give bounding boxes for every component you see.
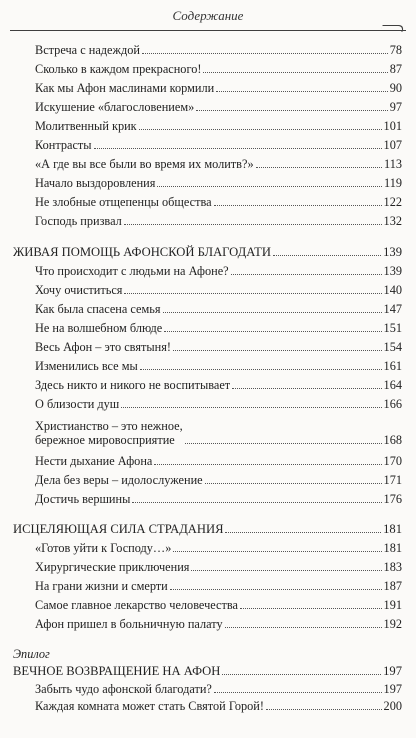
toc-entry-title: Дела без веры – идолослужение: [35, 473, 203, 487]
toc-entry-page: 97: [389, 100, 402, 114]
toc-entry: [35, 397, 402, 411]
toc-entry: [35, 157, 402, 171]
toc-entry-page: 119: [384, 176, 402, 190]
toc-section-title: ИСЦЕЛЯЮЩАЯ СИЛА СТРАДАНИЯ: [13, 522, 224, 536]
dot-leader: [142, 53, 388, 54]
toc-entry: [35, 195, 402, 209]
dot-leader: [240, 608, 382, 609]
toc-entry: [35, 541, 402, 555]
running-head: Содержание: [172, 8, 244, 23]
toc-entry: [35, 176, 402, 190]
toc-entry-title: Сколько в каждом прекрасного!: [35, 62, 202, 76]
toc-entry: [35, 454, 402, 468]
toc-entry-title: Весь Афон – это святыня!: [35, 340, 171, 354]
toc-entry: [35, 473, 402, 487]
dot-leader: [170, 589, 382, 590]
toc-entry-page: 101: [383, 119, 402, 133]
toc-entry: [35, 598, 402, 612]
toc-entry: [35, 682, 402, 696]
toc-entry-title: «А где вы все были во время их молитв?»: [35, 157, 254, 171]
toc-section-page: 181: [383, 522, 402, 536]
toc-entry: [35, 378, 402, 392]
toc-entry: [35, 579, 402, 593]
toc-entry-title: Встреча с надеждой: [35, 43, 140, 57]
dot-leader: [154, 464, 381, 465]
dot-leader: [203, 72, 387, 73]
dot-leader: [225, 627, 382, 628]
toc-entry-page: 187: [383, 579, 402, 593]
toc-entry-title: Как мы Афон маслинами кормили: [35, 81, 215, 95]
toc-entry: [35, 492, 402, 506]
toc-entry: [35, 119, 402, 133]
dot-leader: [163, 312, 382, 313]
toc-entry-title: Здесь никто и никого не воспитывает: [35, 378, 231, 392]
dot-leader: [124, 293, 381, 294]
toc-entry-title-line: Христианство – это нежное,: [35, 419, 183, 433]
toc-entry-title: «Готов уйти к Господу…»: [35, 541, 172, 555]
toc-entry-title: Забыть чудо афонской благодати?: [35, 682, 212, 696]
dot-leader: [222, 674, 381, 675]
toc-entry: [35, 283, 402, 297]
toc-entry: [35, 81, 402, 95]
toc-entry-title: Достичь вершины: [35, 492, 131, 506]
dot-leader: [139, 129, 382, 130]
dot-leader: [232, 388, 381, 389]
toc-entry-title: Самое главное лекарство человечества: [35, 598, 238, 612]
toc-entry-page: 183: [383, 560, 402, 574]
dot-leader: [191, 570, 381, 571]
toc-section-title: ВЕЧНОЕ ВОЗВРАЩЕНИЕ НА АФОН: [13, 664, 221, 678]
toc-entry-title: [35, 419, 183, 447]
toc-entry-page: 154: [383, 340, 402, 354]
toc-entry-page: 168: [383, 433, 402, 447]
dot-leader: [196, 110, 387, 111]
dot-leader: [256, 167, 382, 168]
toc-entry-title: Контрасты: [35, 138, 92, 152]
toc-entry-page: 161: [383, 359, 402, 373]
toc-entry-page: 181: [383, 541, 402, 555]
toc-entry: [35, 214, 402, 228]
toc-entry-title: Хочу очиститься: [35, 283, 123, 297]
toc-section: [13, 522, 402, 536]
toc-entry-page: 151: [383, 321, 402, 335]
toc-entry: [35, 43, 402, 57]
toc-entry-title: Хирургические приключения: [35, 560, 190, 574]
toc-entry-page: 78: [389, 43, 402, 57]
toc-section: [13, 245, 402, 259]
dot-leader: [266, 709, 382, 710]
toc-entry-title: О близости душ: [35, 397, 120, 411]
toc-entry-page: 140: [383, 283, 402, 297]
dot-leader: [173, 350, 382, 351]
toc-section: [13, 664, 402, 678]
toc-entry-page: 90: [389, 81, 402, 95]
toc-section-page: 139: [383, 245, 402, 259]
toc-entry-title: Что происходит с людьми на Афоне?: [35, 264, 229, 278]
toc-entry: [35, 264, 402, 278]
dot-leader: [164, 331, 381, 332]
dot-leader: [216, 91, 388, 92]
toc-entry-page: 107: [383, 138, 402, 152]
toc-entry-page: 132: [383, 214, 402, 228]
toc-entry: [35, 302, 402, 316]
toc-entry-page: 139: [383, 264, 402, 278]
toc-entry: [35, 62, 402, 76]
dot-leader: [214, 692, 382, 693]
toc-entry-page: 170: [383, 454, 402, 468]
toc-entry: [35, 138, 402, 152]
dot-leader: [140, 369, 382, 370]
toc-section-title: ЖИВАЯ ПОМОЩЬ АФОНСКОЙ БЛАГОДАТИ: [13, 245, 271, 259]
toc-entry-page: 176: [383, 492, 402, 506]
toc-entry-title: Не на волшебном блюде: [35, 321, 163, 335]
dot-leader: [205, 483, 382, 484]
header-rule-flourish: [379, 25, 405, 32]
dot-leader: [94, 148, 382, 149]
toc-entry-page: 192: [383, 617, 402, 631]
toc-section-page: 197: [383, 664, 402, 678]
toc-entry-title: Начало выздоровления: [35, 176, 156, 190]
toc-entry-title: Молитвенный крик: [35, 119, 137, 133]
toc-entry-page: 147: [383, 302, 402, 316]
dot-leader: [124, 224, 382, 225]
toc-entry-page: 200: [383, 699, 402, 713]
toc-entry-page: 166: [383, 397, 402, 411]
toc-entry-title: На грани жизни и смерти: [35, 579, 168, 593]
dot-leader: [231, 274, 382, 275]
dot-leader: [157, 186, 382, 187]
dot-leader: [214, 205, 382, 206]
toc-entry-title: Как была спасена семья: [35, 302, 161, 316]
toc-entry: [35, 699, 402, 713]
dot-leader: [185, 443, 382, 444]
toc-entry: [35, 340, 402, 354]
epilog-label: Эпилог: [13, 647, 50, 661]
dot-leader: [173, 551, 381, 552]
toc-entry-page: 197: [383, 682, 402, 696]
toc-entry-multiline: [35, 419, 402, 447]
dot-leader: [273, 255, 381, 256]
toc-entry-page: 191: [383, 598, 402, 612]
toc-entry: [35, 321, 402, 335]
toc-entry-title: Изменились все мы: [35, 359, 138, 373]
toc-entry: [35, 617, 402, 631]
dot-leader: [132, 502, 381, 503]
toc-entry-page: 87: [389, 62, 402, 76]
toc-entry-title: Каждая комната может стать Святой Горой!: [35, 699, 264, 713]
toc-entry-page: 164: [383, 378, 402, 392]
toc-entry: [35, 100, 402, 114]
toc-entry: [35, 560, 402, 574]
toc-entry-title: Афон пришел в больничную палату: [35, 617, 223, 631]
toc-entry-page: 171: [383, 473, 402, 487]
dot-leader: [121, 407, 381, 408]
toc-entry-page: 113: [384, 157, 402, 171]
toc-entry-title: Нести дыхание Афона: [35, 454, 153, 468]
toc-entry-title: Не злобные отщепенцы общества: [35, 195, 212, 209]
dot-leader: [225, 532, 381, 533]
toc-entry-title-line: бережное мировосприятие: [35, 433, 175, 447]
toc-entry: [35, 359, 402, 373]
header-rule: [10, 30, 406, 31]
toc-entry-page: 122: [383, 195, 402, 209]
toc-entry-title: Искушение «благословением»: [35, 100, 195, 114]
toc-entry-title: Господь призвал: [35, 214, 122, 228]
